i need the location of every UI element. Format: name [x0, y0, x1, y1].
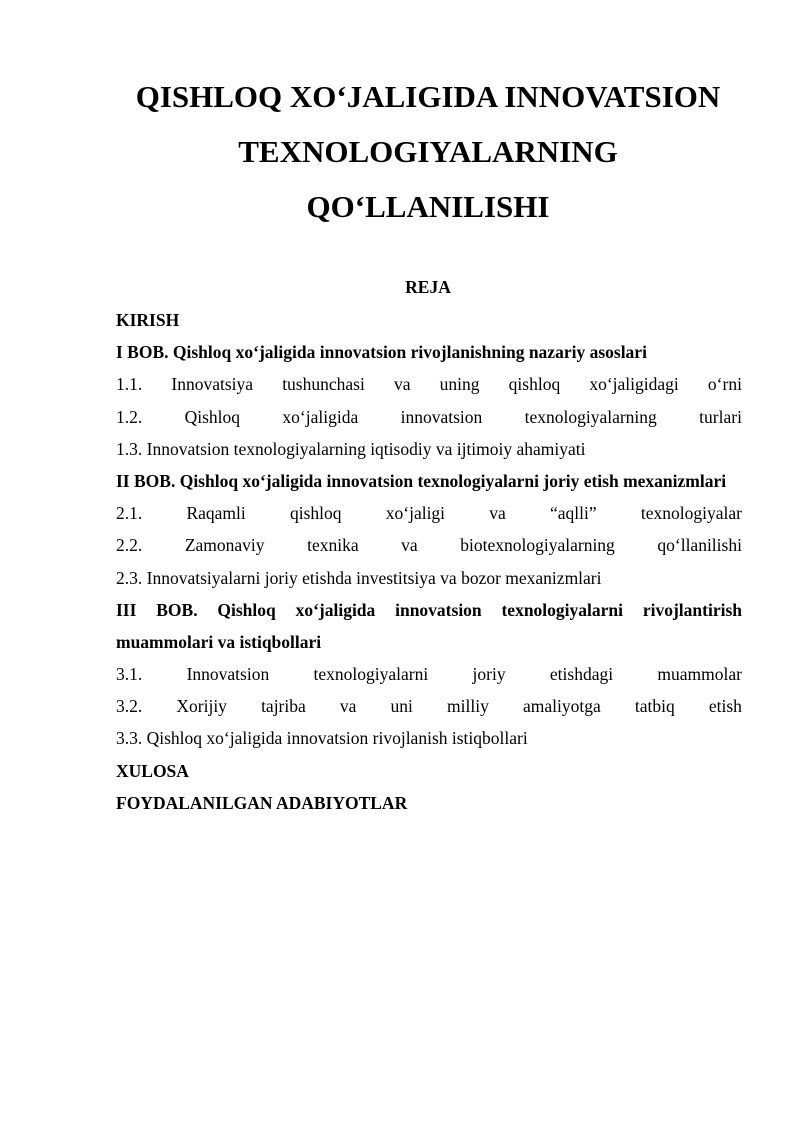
toc-word: 3.2. — [116, 696, 143, 717]
toc-word: turlari — [699, 406, 742, 427]
toc-section-1-3: 1.3. Innovatsion texnologiyalarning iqtisodiy va ijtimoiy ahamiyati — [116, 438, 586, 459]
toc-chapter-2-title: II BOB. Qishloq xo‘jaligida innovatsion texnologiyalarni joriy etish mexanizmlari — [116, 470, 727, 491]
toc-word: Innovatsion — [186, 664, 270, 685]
document-title-line-1: QISHLOQ XO‘JALIGIDA INNOVATSION — [135, 79, 721, 114]
toc-word: 3.1. — [116, 664, 143, 685]
toc-word: texnologiyalar — [640, 503, 742, 524]
toc-word: uni — [390, 696, 413, 717]
plan-heading: REJA — [405, 277, 451, 297]
toc-section-1-2 — [116, 401, 742, 433]
toc-word: o‘rni — [707, 374, 742, 395]
toc-word: tajriba — [261, 696, 306, 717]
toc-section-2-1 — [116, 497, 742, 529]
toc-word: xo‘jaligidagi — [589, 374, 679, 395]
toc-word: qo‘llanilishi — [657, 535, 742, 556]
toc-word: biotexnologiyalarning — [460, 535, 615, 556]
toc-word: texnologiyalarni — [313, 664, 429, 685]
toc-word: qishloq — [508, 374, 561, 395]
toc-word: Qishloq — [184, 406, 241, 427]
toc-word: Innovatsiya — [171, 374, 254, 395]
toc-word: qishloq — [289, 503, 342, 524]
toc-word: tushunchasi — [282, 374, 365, 395]
toc-word: xo‘jaligi — [385, 503, 446, 524]
toc-word: joriy — [472, 664, 506, 685]
toc-section-3-1 — [116, 658, 742, 690]
toc-word: va — [393, 374, 411, 395]
toc-word: texnika — [307, 535, 359, 556]
toc-word: innovatsion — [400, 406, 483, 427]
toc-word: 2.1. — [116, 503, 143, 524]
toc-word: va — [339, 696, 357, 717]
toc-word: “aqlli” — [550, 503, 597, 524]
toc-word: xo‘jaligida — [282, 406, 359, 427]
toc-chapter-1-title: I BOB. Qishloq xo‘jaligida innovatsion rivojlanishning nazariy asoslari — [116, 342, 647, 363]
toc-word: 2.2. — [116, 535, 143, 556]
document-title-line-2: TEXNOLOGIYALARNING — [238, 134, 618, 169]
toc-section-2-3: 2.3. Innovatsiyalarni joriy etishda investitsiya va bozor mexanizmlari — [116, 567, 602, 588]
toc-word: uning — [439, 374, 480, 395]
toc-word: va — [489, 503, 506, 524]
toc-section-3-3: 3.3. Qishloq xo‘jaligida innovatsion rivojlanish istiqbollari — [116, 728, 528, 749]
toc-introduction: KIRISH — [116, 310, 180, 330]
toc-section-3-2 — [116, 690, 742, 722]
toc-word: milliy — [447, 696, 489, 717]
table-of-contents — [116, 304, 742, 819]
toc-word: 1.1. — [116, 374, 143, 395]
toc-word: Xorijiy — [176, 696, 227, 717]
toc-section-2-2 — [116, 529, 742, 561]
toc-word: etish — [708, 696, 742, 717]
toc-word: Zamonaviy — [184, 535, 265, 556]
toc-chapter-3-title: III BOB. Qishloq xo‘jaligida innovatsion texnologiyalarni rivojlantirish muammolari va istiqbollari — [116, 599, 742, 652]
document-title-line-3: QO‘LLANILISHI — [306, 189, 550, 224]
toc-references: FOYDALANILGAN ADABIYOTLAR — [116, 792, 408, 813]
toc-section-1-1 — [116, 368, 742, 400]
toc-word: muammolar — [657, 664, 742, 685]
toc-word: va — [401, 535, 418, 556]
toc-word: Raqamli — [186, 503, 246, 524]
toc-word: etishdagi — [549, 664, 614, 685]
toc-word: texnologiyalarning — [524, 406, 657, 427]
toc-word: tatbiq — [634, 696, 675, 717]
toc-word: amaliyotga — [522, 696, 601, 717]
toc-conclusion: XULOSA — [116, 760, 189, 781]
toc-word: 1.2. — [116, 406, 143, 427]
